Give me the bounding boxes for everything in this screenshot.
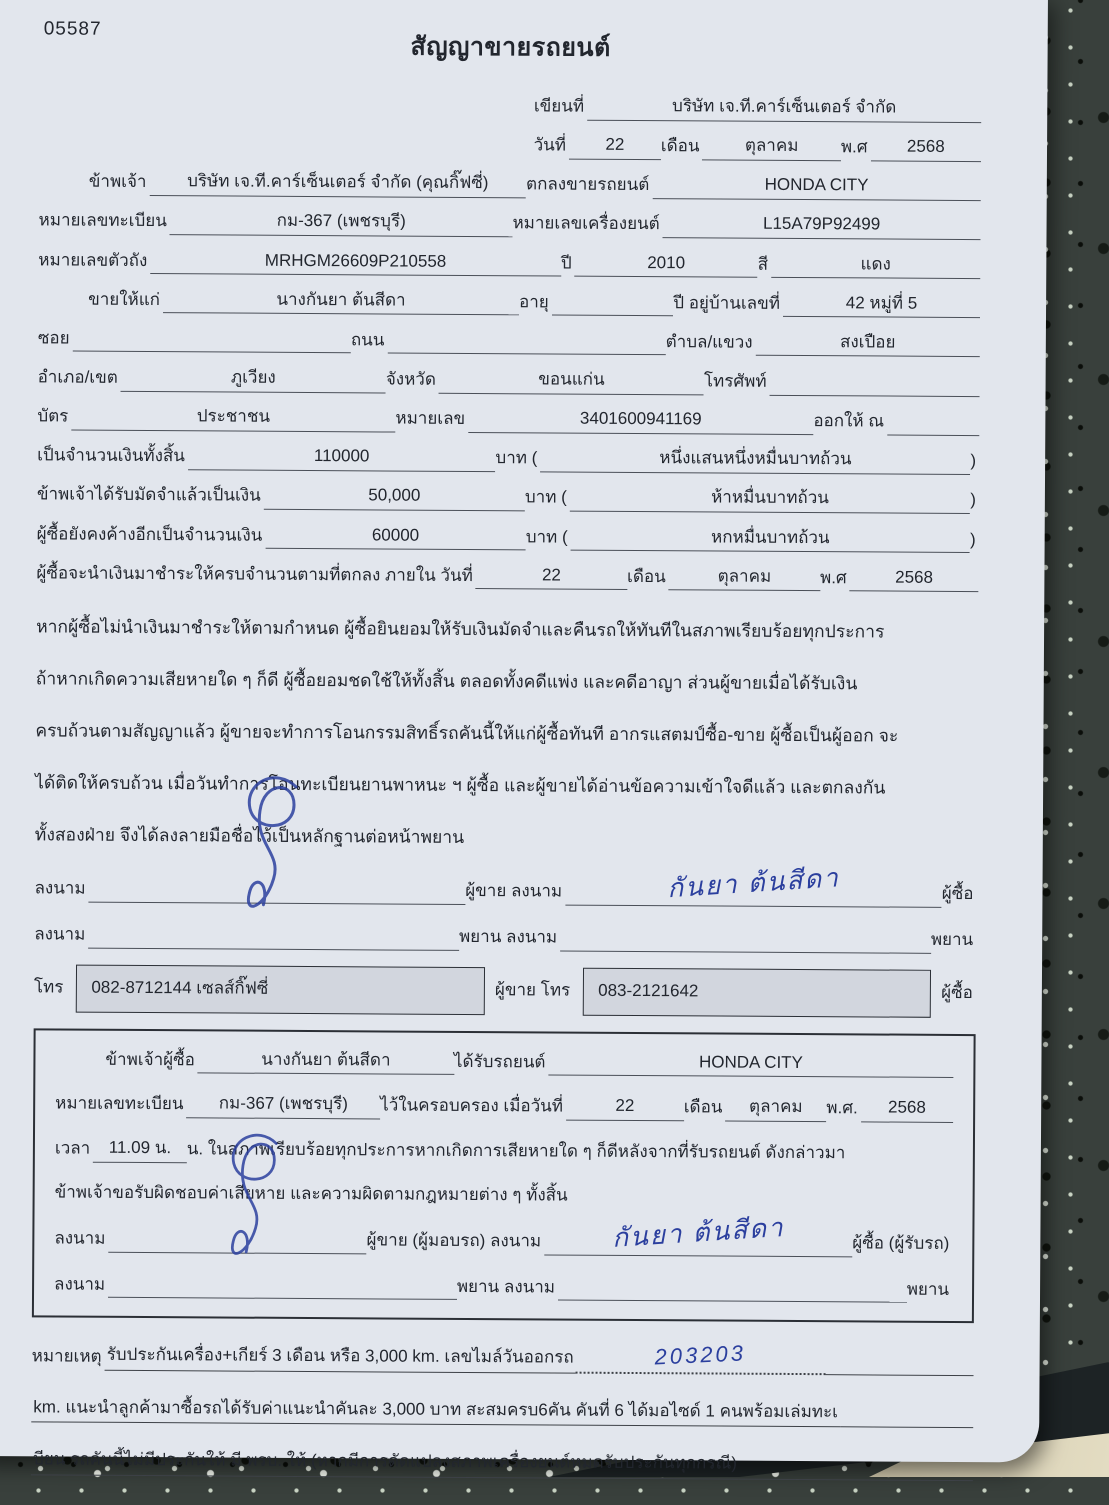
- sign-label-2: ลงนาม: [34, 924, 86, 944]
- receipt-possess-label: ไว้ในครอบครอง เมื่อวันที่: [380, 1095, 564, 1116]
- receipt-year-field: 2568: [861, 1096, 954, 1123]
- written-at-label: เขียนที่: [533, 96, 585, 116]
- date-day-field: 22: [569, 133, 661, 160]
- baht-open-label3: บาท (: [525, 526, 568, 547]
- id-number-label: หมายเลข: [395, 408, 466, 429]
- total-amount-text-field: หนึ่งแสนหนึ่งหมื่นบาทถ้วน: [540, 446, 970, 475]
- plate-field: กม-367 (เพชรบุรี): [170, 209, 513, 238]
- road-field: [387, 329, 665, 356]
- color-label: สี: [757, 254, 769, 274]
- note-line-continuation-2: [840, 1405, 973, 1429]
- receipt-car-field: HONDA CITY: [548, 1049, 953, 1078]
- form-serial-number: 05587: [43, 18, 102, 40]
- receipt-buyer-handwritten-signature: กันยา ต้นสีดา: [610, 1212, 785, 1254]
- terms-line-1: หากผู้ซื้อไม่นำเงินมาชำระให้ตามกำหนด ผู้ซื้อยินยอมให้รับเงินมัดจำและคืนรถให้ทันทีในสภาพเรียบร้อยทุกประการ: [36, 616, 885, 642]
- signature-area: [33, 862, 977, 1018]
- receipt-sign-label-2: ลงนาม: [54, 1274, 106, 1294]
- witness2-signature-field: [560, 926, 931, 953]
- province-label: จังหวัด: [385, 369, 436, 389]
- mileage-dotted-field: [576, 1340, 826, 1375]
- balance-label: ผู้ซื้อยังคงค้างอีกเป็นจำนวนเงิน: [36, 523, 263, 545]
- buyer-handwritten-signature: กันยา ต้นสีดา: [666, 862, 841, 904]
- header-block: [534, 93, 982, 162]
- month-label: เดือน: [660, 136, 700, 156]
- due-label: ผู้ซื้อจะนำเงินมาชำระให้ครบจำนวนตามที่ตกลง ภายใน วันที่: [36, 563, 473, 585]
- month-field: ตุลาคม: [702, 134, 841, 161]
- baht-open-label: บาท (: [495, 448, 538, 468]
- receipt-month-field: ตุลาคม: [725, 1095, 826, 1122]
- seller-tel-label: ผู้ขาย โทร: [494, 979, 571, 1000]
- seller-label: ข้าพเจ้า: [88, 171, 147, 192]
- district-label: อำเภอ/เขต: [37, 367, 118, 387]
- soi-field: [72, 327, 350, 354]
- receipt-time-field: 11.09 น.: [93, 1136, 187, 1163]
- receipt-buyer-field: นางกันยา ต้นสีดา: [198, 1047, 454, 1075]
- district-field: ภูเวียง: [121, 365, 386, 393]
- road-label: ถนน: [350, 330, 385, 350]
- receipt-era-label: พ.ศ.: [826, 1098, 858, 1118]
- buyer-label-1: ผู้ซื้อ: [941, 884, 974, 904]
- era-label: พ.ศ: [840, 137, 868, 157]
- age-field: [552, 291, 674, 317]
- seller-signature-field: [89, 878, 466, 905]
- baht-open-label2: บาท (: [524, 487, 567, 507]
- buyer-phone-box: 083-2121642: [583, 967, 931, 1017]
- sold-to-label: ขายให้แก่: [88, 289, 161, 309]
- receipt-sign-label-1: ลงนาม: [54, 1228, 106, 1248]
- chassis-field: MRHGM26609P210558: [150, 248, 561, 277]
- seller-field: บริษัท เจ.ที.คาร์เซ็นเตอร์ จำกัด (คุณกิ๊ฟซี่): [149, 169, 526, 198]
- plate-label: หมายเลขทะเบียน: [38, 210, 167, 231]
- due-day-field: 22: [476, 563, 627, 591]
- receipt-seller-signature-field: [108, 1228, 366, 1255]
- terms-line-3: ครบถ้วนตามสัญญาแล้ว ผู้ขายจะทำการโอนกรรมสิทธิ์รถคันนี้ให้แก่ผู้ซื้อทันที อากรแสตมป์ซื้อ-ขาย ผู้ซื้อเป็นผู้ออก จะ: [35, 720, 899, 746]
- id-number-field: 3401600941169: [468, 406, 813, 435]
- deposit-text-field: ห้าหมื่นบาทถ้วน: [570, 485, 971, 514]
- note-line-continuation-1: [826, 1352, 974, 1376]
- written-at-field: บริษัท เจ.ที.คาร์เซ็นเตอร์ จำกัด: [587, 94, 981, 123]
- balance-field: 60000: [265, 522, 526, 550]
- buyer-signature-field: [565, 862, 942, 908]
- receipt-buyer-label: ผู้ซื้อ (ผู้รับรถ): [852, 1233, 950, 1254]
- due-era-label: พ.ศ: [819, 567, 847, 587]
- receipt-witness-sign-label: พยาน ลงนาม: [456, 1276, 556, 1297]
- buyer-label-2: ผู้ซื้อ: [941, 982, 973, 1002]
- receipt-time-label: เวลา: [54, 1138, 91, 1158]
- phone-field: [770, 370, 980, 396]
- page-title: สัญญาขายรถยนต์: [410, 32, 611, 62]
- soi-label: ซอย: [37, 328, 70, 348]
- year-car-label: ปี: [560, 253, 572, 273]
- phone-label: โทรศัพท์: [703, 371, 767, 391]
- subdistrict-label: ตำบล/แขวง: [665, 332, 753, 352]
- notes-section: [31, 1342, 974, 1481]
- receipt-witness-label: พยาน: [906, 1279, 950, 1299]
- province-field: ขอนแก่น: [439, 367, 704, 395]
- year-field: 2568: [871, 135, 982, 162]
- deposit-field: 50,000: [264, 483, 525, 511]
- receipt-witness2-field: [558, 1276, 907, 1303]
- note-line-continuation-3: [739, 1457, 973, 1481]
- idcard-label: บัตร: [37, 406, 69, 426]
- note-label: หมายเหตุ: [31, 1346, 102, 1367]
- close-paren-label3: ): [969, 529, 976, 549]
- witness-sign-label: พยาน ลงนาม: [458, 926, 558, 947]
- house-no-field: 42 หมู่ที่ 5: [783, 291, 980, 319]
- close-paren-label: ): [970, 451, 977, 471]
- issued-at-field: [887, 410, 979, 436]
- date-label: วันที่: [533, 135, 567, 155]
- seller-sign-label: ผู้ขาย ลงนาม: [465, 881, 563, 901]
- car-color-field: แดง: [771, 251, 980, 279]
- receipt-witness1-field: [108, 1273, 457, 1300]
- due-month-field: ตุลาคม: [669, 564, 820, 592]
- due-month-label: เดือน: [627, 566, 666, 586]
- chassis-label: หมายเลขตัวถัง: [38, 249, 148, 270]
- terms-paragraph: [35, 613, 978, 855]
- receipt-car-label: ได้รับรถยนต์: [453, 1051, 546, 1072]
- receipt-plate-label: หมายเลขทะเบียน: [55, 1093, 184, 1114]
- deposit-label: ข้าพเจ้าได้รับมัดจำแล้วเป็นเงิน: [36, 484, 261, 506]
- witness-label-1: พยาน: [930, 929, 974, 950]
- car-year-field: 2010: [575, 250, 758, 278]
- note-insurance-text: บียน รถคันนี้ไม่มีประกันให้ มี พรบ. ให้ (หากมีการดัดแปลงสภาพเครื่องยนต์หมดรับประกันทุกกรณี): [31, 1447, 739, 1480]
- subdistrict-field: สงเปือย: [756, 330, 980, 358]
- due-year-field: 2568: [850, 565, 979, 592]
- note-warranty-text: รับประกันเครื่อง+เกียร์ 3 เดือน หรือ 3,000 km. เลขไมล์วันออกรถ: [105, 1342, 576, 1373]
- total-amount-label: เป็นจำนวนเงินทั้งสิ้น: [37, 445, 185, 466]
- engine-no-field: L15A79P92499: [663, 212, 981, 241]
- receipt-plate-field: กม-367 (เพชรบุรี): [186, 1092, 380, 1120]
- tel-label: โทร: [33, 977, 64, 997]
- receipt-condition-text: น. ในสภาพเรียบร้อยทุกประการหากเกิดการเสียหายใด ๆ ก็ดีหลังจากที่รับรถยนต์ ดังกล่าวมา: [186, 1139, 846, 1163]
- engine-no-label: หมายเลขเครื่องยนต์: [512, 213, 660, 234]
- receipt-month-label: เดือน: [683, 1097, 723, 1117]
- receipt-day-field: 22: [566, 1094, 684, 1121]
- total-amount-field: 110000: [188, 444, 496, 473]
- house-no-label: ปี อยู่บ้านเลขที่: [673, 292, 780, 313]
- age-label: อายุ: [518, 291, 549, 312]
- terms-line-5: ทั้งสองฝ่าย จึงได้ลงลายมือชื่อไว้เป็นหลักฐานต่อหน้าพยาน: [34, 824, 465, 848]
- receipt-liability-text: ข้าพเจ้าขอรับผิดชอบค่าเสียหาย และความผิดตามกฎหมายต่าง ๆ ทั้งสิ้น: [54, 1181, 568, 1205]
- idcard-type-field: ประชาชน: [71, 404, 395, 433]
- terms-line-4: ได้ติดให้ครบถ้วน เมื่อวันทำการโอนทะเบียนยานพาหนะ ฯ ผู้ซื้อ และผู้ขายได้อ่านข้อความเข้าใจดีแล้ว และตกลงกัน: [35, 772, 886, 798]
- close-paren-label2: ): [970, 490, 976, 510]
- terms-line-2: ถ้าหากเกิดความเสียหายใด ๆ ก็ดี ผู้ซื้อยอมชดใช้ให้ทั้งสิ้น ตลอดทั้งคดีแพ่ง และคดีอาญา ส่วนผู้ขายเมื่อได้รับเงิน: [35, 668, 858, 694]
- issued-at-label: ออกให้ ณ: [813, 411, 885, 431]
- receipt-seller-sign-label: ผู้ขาย (ผู้มอบรถ) ลงนาม: [366, 1230, 542, 1251]
- car-model-field: HONDA CITY: [652, 172, 981, 201]
- seller-phone-box: 082-8712144 เซลส์กิ๊ฟซี่: [76, 964, 485, 1014]
- buyer-name-field: นางกันยา ต้นสีดา: [163, 287, 519, 316]
- note-referral-text: km. แนะนำลูกค้ามาซื้อรถได้รับค่าแนะนำคันละ 3,000 บาท สะสมครบ6คัน คันที่ 6 ได้มอไซด์ 1 คนพร้อมเล่มทะเ: [31, 1394, 840, 1427]
- sign-label-1: ลงนาม: [34, 878, 86, 898]
- witness1-signature-field: [88, 923, 459, 950]
- sell-car-label: ตกลงขายรถยนต์: [526, 174, 650, 195]
- balance-text-field: หกหมื่นบาทถ้วน: [571, 524, 970, 553]
- vehicle-receipt-box: [32, 1028, 976, 1324]
- receipt-buyer-label: ข้าพเจ้าผู้ซื้อ: [105, 1049, 195, 1069]
- receipt-buyer-signature-field: [544, 1212, 852, 1258]
- mileage-handwritten-value: 203203: [654, 1340, 747, 1370]
